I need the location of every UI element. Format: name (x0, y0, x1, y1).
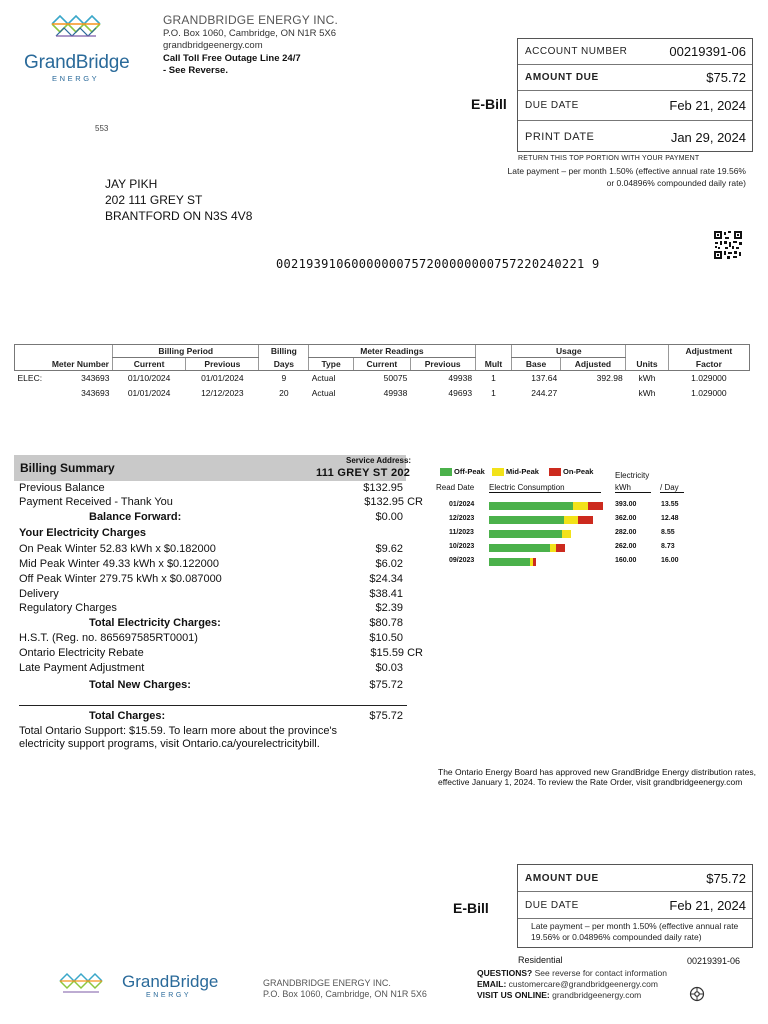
account-number-row (518, 39, 752, 65)
cell-factor: 1.029000 (691, 388, 727, 398)
line-label: Mid Peak Winter 49.33 kWh x $0.122000 (19, 558, 219, 570)
line-label: Payment Received - Thank You (19, 496, 173, 508)
service-address-label: Service Address: (346, 456, 412, 465)
chart-read-date: 11/2023 (449, 529, 474, 536)
line-label: Off Peak Winter 279.75 kWh x $0.087000 (19, 573, 222, 585)
late-payment-note: Late payment – per month 1.50% (effective annual rate 19.56% or 0.04896% compounded daily rate) (507, 166, 746, 188)
chart-kwh: 393.00 (615, 501, 637, 508)
cell-mult: 1 (491, 373, 496, 384)
meter-row (15, 371, 750, 386)
stub-contact-info (477, 968, 667, 1001)
summary-line-balance-forward (19, 511, 403, 526)
line-label: Your Electricity Charges (19, 527, 146, 539)
line-label: H.S.T. (Reg. no. 865697585RT0001) (19, 632, 198, 644)
bar-mid-peak (573, 502, 588, 510)
legend-swatch (440, 468, 452, 476)
bar-on-peak (578, 516, 593, 524)
stub-due-date-value: Feb 21, 2024 (669, 897, 746, 913)
stub-amount-box (517, 864, 753, 948)
chart-read-date: 01/2024 (449, 501, 475, 508)
ebill-label: E-Bill (471, 96, 507, 112)
stub-due-date-row (518, 892, 752, 919)
summary-line-previous-balance (19, 482, 403, 497)
line-value: $2.39 (375, 602, 403, 614)
cell-type: Actual (311, 373, 336, 384)
bar-on-peak (556, 544, 565, 552)
summary-line-total-new (19, 679, 403, 694)
legend-on-peak (549, 467, 593, 476)
line-value: $10.50 (369, 632, 403, 644)
company-address: P.O. Box 1060, Cambridge, ON N1R 5X6 (163, 27, 337, 39)
customer-name: JAY PIKH (105, 177, 158, 191)
cell-base: 137.64 (531, 373, 558, 384)
stub-late-note: Late payment – per month 1.50% (effective annual rate 19.56% or 0.04896% compounded daily rate) (531, 921, 739, 942)
kwh-header: kWh (615, 483, 651, 493)
stub-company-name: GRANDBRIDGE ENERGY INC. (263, 978, 391, 988)
cell-previous: 01/01/2024 (201, 373, 244, 384)
cell-service: ELEC: (17, 373, 43, 384)
legend-label: Mid-Peak (506, 467, 539, 476)
outage-line: Call Toll Free Outage Line 24/7 (163, 52, 301, 64)
cell-adjusted (560, 386, 625, 401)
legend-mid-peak (492, 467, 539, 476)
chart-kwh: 262.00 (615, 543, 637, 550)
line-value: $75.72 (369, 679, 403, 691)
chart-per-day: 13.55 (661, 501, 679, 508)
print-date-value: Jan 29, 2024 (670, 129, 746, 145)
summary-line-rebate (19, 647, 423, 662)
line-label: Regulatory Charges (19, 602, 117, 614)
usage-header: Usage (512, 345, 626, 358)
service-address: 111 GREY ST 202 (316, 467, 411, 479)
line-value: $9.62 (375, 543, 403, 555)
bar-mid-peak (562, 530, 571, 538)
billing-days-header: Billing (259, 345, 309, 358)
summary-divider (19, 705, 407, 706)
stub-account-number: 00219391-06 (687, 956, 741, 966)
chart-per-day: 8.73 (661, 543, 675, 550)
print-date-label: PRINT DATE (525, 131, 595, 143)
line-value: $0.00 (375, 511, 403, 523)
logo-subtitle: ENERGY (52, 74, 100, 83)
line-value: $80.78 (369, 617, 403, 629)
questions-text: See reverse for contact information (534, 968, 667, 978)
cell-days: 9 (281, 373, 287, 384)
col-previous: Previous (186, 358, 259, 371)
chart-read-date: 12/2023 (449, 515, 475, 522)
cell-meter: 343693 (81, 388, 110, 398)
summary-line-mid-peak (19, 558, 403, 573)
bar-on-peak (588, 502, 603, 510)
company-info (163, 14, 338, 78)
ontario-support-note: Total Ontario Support: $15.59. To learn more about the province's electricity support programs, visit Ontario.ca/yourelectricitybill. (19, 725, 338, 750)
line-label: On Peak Winter 52.83 kWh x $0.182000 (19, 543, 216, 555)
see-reverse: - See Reverse. (163, 65, 228, 76)
bar-off-peak (489, 558, 530, 566)
cell-units: kWh (638, 388, 656, 398)
cell-base: 244.27 (531, 388, 558, 398)
cell-read-current: 49938 (383, 388, 408, 398)
cell-mult: 1 (491, 388, 496, 398)
gear-icon (689, 986, 705, 1002)
company-name: GRANDBRIDGE ENERGY INC. (163, 13, 339, 27)
account-number-value: 00219391-06 (669, 44, 746, 59)
cell-previous: 12/12/2023 (201, 388, 244, 398)
cell-read-current: 50075 (383, 373, 408, 384)
line-value: $75.72 (369, 710, 403, 722)
legend-swatch (492, 468, 504, 476)
meter-readings-header: Meter Readings (309, 345, 475, 358)
read-date-header: Read Date (436, 483, 475, 492)
summary-line-regulatory (19, 602, 403, 617)
billing-period-header: Billing Period (112, 345, 259, 358)
stub-logo-wordmark: GrandBridge (122, 972, 219, 991)
bar-on-peak (533, 558, 536, 566)
amount-due-label: AMOUNT DUE (525, 72, 599, 83)
stub-amount-due-label: AMOUNT DUE (525, 872, 599, 884)
chart-kwh: 362.00 (615, 515, 637, 522)
line-label: Delivery (19, 588, 59, 600)
bar-mid-peak (564, 516, 578, 524)
online-label: VISIT US ONLINE: (477, 990, 550, 1000)
stub-residential: Residential (518, 955, 563, 965)
company-website[interactable]: grandbridgeenergy.com (163, 40, 263, 51)
line-label: Total Charges: (89, 710, 166, 722)
col-adjusted: Adjusted (560, 358, 625, 371)
account-number-label: ACCOUNT NUMBER (525, 46, 628, 57)
stub-company-info (263, 978, 427, 1000)
amount-due-row (518, 65, 752, 91)
summary-line-delivery (19, 588, 403, 603)
electricity-header: Electricity (615, 471, 650, 480)
qr-code-icon (713, 230, 743, 260)
due-date-label: DUE DATE (525, 100, 579, 111)
stub-ebill-label: E-Bill (453, 900, 489, 916)
chart-per-day: 12.48 (661, 515, 679, 522)
cell-adjusted: 392.98 (596, 373, 623, 384)
bar-off-peak (489, 502, 573, 510)
email-link[interactable]: customercare@grandbridgeenergy.com (508, 979, 658, 989)
cell-units: kWh (638, 373, 656, 384)
bar-off-peak (489, 516, 564, 524)
line-value: $6.02 (375, 558, 403, 570)
due-date-value: Feb 21, 2024 (669, 98, 746, 113)
cell-type: Actual (311, 388, 336, 398)
due-date-row (518, 91, 752, 121)
summary-line-late-adjustment (19, 662, 403, 677)
grandbridge-logo-icon (58, 972, 104, 1000)
print-date-row (518, 121, 752, 153)
cell-current: 01/10/2024 (127, 373, 171, 384)
line-label: Total New Charges: (89, 679, 191, 691)
col-type: Type (309, 358, 354, 371)
consumption-header: Electric Consumption (489, 483, 601, 493)
line-label: Late Payment Adjustment (19, 662, 145, 674)
summary-line-total-charges (19, 710, 403, 725)
line-label: Balance Forward: (89, 511, 182, 523)
adjustment-header: Adjustment (668, 345, 749, 358)
return-note: RETURN THIS TOP PORTION WITH YOUR PAYMENT (518, 155, 700, 162)
stub-logo-subtitle: ENERGY (146, 992, 192, 999)
col-read-previous: Previous (410, 358, 475, 371)
questions-label: QUESTIONS? (477, 968, 533, 978)
chart-read-date: 09/2023 (449, 557, 475, 564)
customer-city: BRANTFORD ON N3S 4V8 (105, 209, 253, 223)
chart-per-day: 8.55 (661, 529, 675, 536)
col-base: Base (512, 358, 560, 371)
legend-label: Off-Peak (454, 467, 485, 476)
legend-swatch (549, 468, 561, 476)
col-read-current: Current (353, 358, 410, 371)
stub-company-address: P.O. Box 1060, Cambridge, ON N1R 5X6 (263, 989, 427, 999)
col-meter-number: Meter Number (15, 358, 113, 371)
meter-readings-table (14, 344, 750, 401)
line-label: Ontario Electricity Rebate (19, 647, 144, 659)
cell-current: 01/01/2024 (127, 388, 171, 398)
email-label: EMAIL: (477, 979, 507, 989)
cell-factor: 1.029000 (691, 373, 727, 384)
grandbridge-logo-icon (50, 14, 102, 48)
stub-amount-due-row (518, 865, 752, 892)
col-factor: Factor (668, 358, 749, 371)
chart-read-date: 10/2023 (449, 543, 475, 550)
oeb-notice: The Ontario Energy Board has approved new GrandBridge Energy distribution rates, effective January 1, 2024. To review the Rate Order, visit grandbridgeenergy.com (438, 767, 756, 787)
cell-meter: 343693 (81, 373, 110, 384)
customer-address (105, 176, 252, 224)
line-label: Previous Balance (19, 482, 105, 494)
bar-off-peak (489, 544, 550, 552)
cell-read-previous: 49693 (448, 388, 473, 398)
legend-label: On-Peak (563, 467, 594, 476)
billing-summary-title: Billing Summary (20, 461, 115, 475)
summary-line-on-peak (19, 543, 403, 558)
sequence-number: 553 (95, 124, 109, 133)
account-summary-box (517, 38, 753, 152)
cell-service (15, 386, 61, 401)
col-units: Units (626, 358, 669, 371)
summary-line-off-peak (19, 573, 403, 588)
stub-amount-due-value: $75.72 (706, 870, 746, 886)
line-value: $38.41 (369, 588, 403, 600)
summary-line-hst (19, 632, 403, 647)
website-link[interactable]: grandbridgeenergy.com (552, 990, 642, 1000)
legend-off-peak (440, 467, 485, 476)
bar-off-peak (489, 530, 562, 538)
line-value: $0.03 (375, 662, 403, 674)
col-current: Current (112, 358, 185, 371)
logo-wordmark: GrandBridge (24, 52, 130, 73)
line-label: Total Electricity Charges: (89, 617, 221, 629)
col-mult: Mult (475, 358, 512, 371)
line-value: $24.34 (369, 573, 403, 585)
line-value: $15.59 CR (370, 647, 423, 659)
line-value: $132.95 CR (364, 496, 423, 508)
payment-scanline: 00219391060000000757200000000757220240221 9 (276, 257, 600, 271)
chart-kwh: 160.00 (615, 557, 637, 564)
customer-street: 202 111 GREY ST (105, 193, 203, 207)
cell-read-previous: 49938 (448, 373, 473, 384)
per-day-header: / Day (660, 483, 684, 493)
cell-days: 20 (279, 388, 289, 398)
summary-section-charges (19, 527, 403, 542)
summary-line-total-electricity (19, 617, 403, 632)
chart-per-day: 16.00 (661, 557, 679, 564)
meter-row (15, 386, 750, 401)
col-days: Days (259, 358, 309, 371)
chart-kwh: 282.00 (615, 529, 637, 536)
summary-line-payment (19, 496, 423, 511)
line-value: $132.95 (363, 482, 403, 494)
stub-due-date-label: DUE DATE (525, 899, 579, 911)
amount-due-value: $75.72 (706, 70, 746, 85)
